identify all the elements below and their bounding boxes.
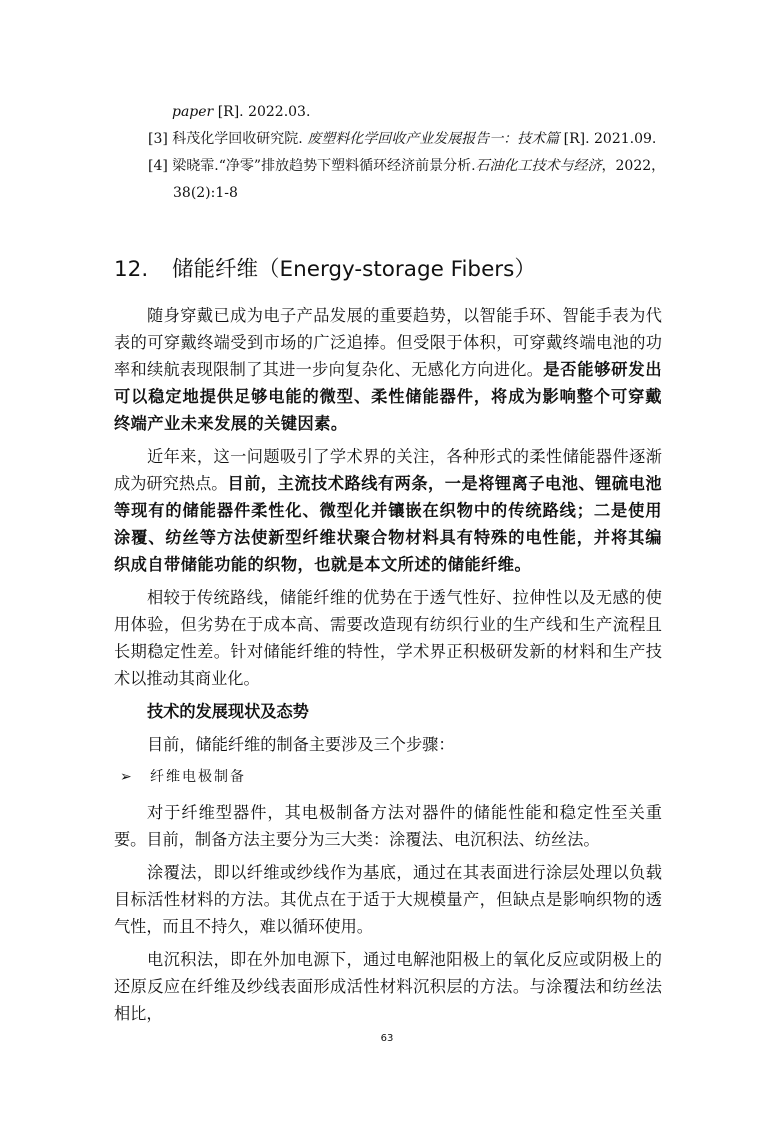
reference-3: [3] 科茂化学回收研究院. 废塑料化学回收产业发展报告一：技术篇 [R]. 2021.09. [148, 131, 657, 147]
body-text [114, 302, 662, 1033]
bullet-item: ➢ 纤维电极制备 [114, 764, 662, 791]
page-number: 63 [380, 1033, 394, 1044]
section-title: 储能纤维（Energy-storage Fibers） [172, 257, 536, 282]
paragraph-5: 对于纤维型器件，其电极制备方法对器件的储能性能和稳定性至关重要。目前，制备方法主要分为三大类：涂覆法、电沉积法、纺丝法。 [114, 803, 662, 849]
reference-4: [4] 梁晓霏.“净零”排放趋势下塑料循环经济前景分析.石油化工技术与经济，2022， [148, 158, 666, 174]
paragraph-1: 随身穿戴已成为电子产品发展的重要趋势，以智能手环、智能手表为代表的可穿戴终端受到市场的广泛追捧。但受限于体积，可穿戴终端电池的功率和续航表现限制了其进一步向复杂化、无感化方向进化。是否能够研发出可以稳定地提供足够电能的微型、柔性储能器件，将成为影响整个可穿戴终端产业未来发展的关键因素。 [114, 306, 663, 433]
paragraph-2: 近年来，这一问题吸引了学术界的关注，各种形式的柔性储能器件逐渐成为研究热点。目前，主流技术路线有两条，一是将锂离子电池、锂硫电池等现有的储能器件柔性化、微型化并镶嵌在织物中的传统路线；二是使用涂覆、纺丝等方法使新型纤维状聚合物材料具有特殊的电性能，并将其编织成自带储能功能的织物，也就是本文所述的储能纤维。 [114, 447, 663, 574]
arrow-bullet-icon: ➢ [120, 769, 132, 785]
paragraph-7: 电沉积法，即在外加电源下，通过电解池阳极上的氧化反应或阴极上的还原反应在纤维及纱线表面形成活性材料沉积层的方法。与涂覆法和纺丝法相比， [114, 950, 662, 1023]
paragraph-6: 涂覆法，即以纤维或纱线作为基底，通过在其表面进行涂层处理以负载目标活性材料的方法。其优点在于适于大规模量产，但缺点是影响织物的透气性，而且不持久，难以循环使用。 [114, 863, 662, 936]
subheading: 技术的发展现状及态势 [147, 702, 309, 721]
section-number: 12. [114, 257, 149, 282]
paragraph-4: 目前，储能纤维的制备主要涉及三个步骤： [147, 735, 455, 754]
reference-list [148, 99, 678, 207]
reference-2-continuation: paper [R]. 2022.03. [172, 104, 311, 120]
paragraph-3: 相较于传统路线，储能纤维的优势在于透气性好、拉伸性以及无感的使用体验，但劣势在于成本高、需要改造现有纺织行业的生产线和生产流程且长期稳定性差。针对储能纤维的特性，学术界正积极研发新的材料和生产技术以推动其商业化。 [114, 588, 662, 688]
section-heading [114, 252, 536, 283]
reference-4-line2: 38(2):1-8 [173, 185, 238, 201]
